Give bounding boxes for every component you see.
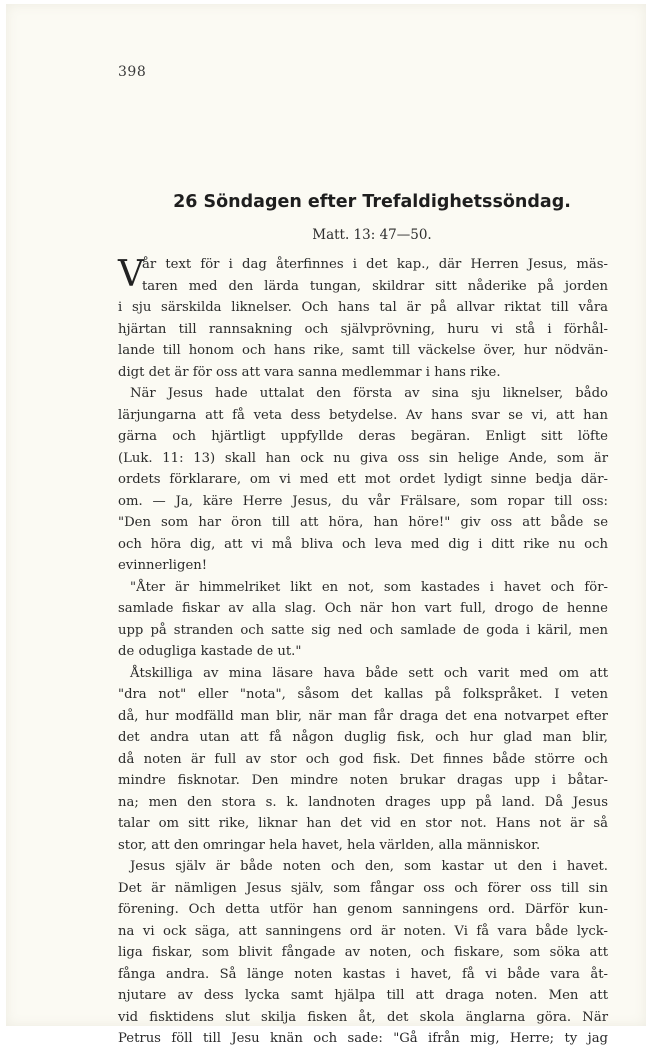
page-number: 398	[118, 64, 147, 80]
text-line: lärjungarna att få veta dess betydelse. Av hans svar se vi, att han	[118, 407, 608, 423]
text-line: ordets förklarare, om vi med ett mot ordet lydigt sinne bedja där-	[118, 472, 608, 487]
text-line: na; men den stora s. k. landnoten drages upp på land. Då Jesus	[118, 794, 608, 810]
body-text	[118, 254, 608, 1050]
text-line: Petrus föll till Jesu knän och sade: "Gå ifrån mig, Herre; ty jag	[118, 1031, 608, 1046]
text-line: fånga andra. Så länge noten kastas i havet, få vi både vara åt-	[118, 966, 608, 982]
text-line: år text för i dag återfinnes i det kap., där Herren Jesus, mäs-	[142, 257, 608, 272]
text-line: hjärtan till rannsakning och självprövning, huru vi stå i förhål-	[118, 321, 608, 337]
book-page	[6, 4, 646, 1046]
text-line: gärna och hjärtligt uppfyllde deras begäran. Enligt sitt löfte	[118, 429, 608, 444]
text-line: Jesus själv är både noten och den, som kastar ut den i havet.	[130, 859, 608, 874]
text-line: då noten är full av stor och god fisk. Det finnes både större och	[118, 751, 608, 767]
text-line: "Den som har öron till att höra, han höre!" giv oss att både se	[118, 515, 608, 530]
text-line: i sju särskilda liknelser. Och hans tal är på allvar riktat till våra	[118, 300, 608, 315]
scripture-reference: Matt. 13: 47—50.	[312, 227, 432, 243]
text-line: liga fiskar, som blivit fångade av noten, och fiskare, som söka att	[118, 945, 608, 960]
text-line: Det är nämligen Jesus själv, som fångar oss och förer oss till sin	[118, 880, 608, 896]
text-line: mindre fisknotar. Den mindre noten brukar dragas upp i båtar-	[118, 773, 608, 788]
text-line: då, hur modfälld man blir, när man får draga det ena notvarpet efter	[118, 708, 608, 724]
text-line: stor, att den omringar hela havet, hela världen, alla människor.	[118, 837, 541, 853]
text-line: om. — Ja, käre Herre Jesus, du vår Frälsare, som ropar till oss:	[118, 493, 608, 509]
text-line: na vi ock säga, att sanningens ord är noten. Vi få vara både lyck-	[118, 923, 608, 939]
text-line: förening. Och detta utför han genom sanningens ord. Därför kun-	[118, 902, 608, 917]
text-line: upp på stranden och satte sig ned och samlade de goda i käril, men	[118, 622, 608, 638]
text-line: (Luk. 11: 13) skall han ock nu giva oss sin helige Ande, som är	[118, 450, 608, 466]
text-line: Åtskilliga av mina läsare hava både sett och varit med om att	[130, 665, 608, 681]
text-line: talar om sitt rike, liknar han det vid en stor not. Hans not är så	[118, 816, 608, 831]
text-line: de odugliga kastade de ut."	[118, 644, 302, 659]
text-line: det andra utan att få någon duglig fisk, och hur glad man blir,	[118, 730, 608, 745]
text-line: lande till honom och hans rike, samt till väckelse över, hur nödvän-	[118, 343, 608, 358]
text-line: och höra dig, att vi må bliva och leva med dig i ditt rike nu och	[118, 536, 608, 552]
text-line: digt det är för oss att vara sanna medlemmar i hans rike.	[118, 364, 501, 380]
chapter-title: 26 Söndagen efter Trefaldighetssöndag.	[173, 192, 571, 212]
drop-cap: V	[118, 254, 144, 295]
text-line: När Jesus hade uttalat den första av sina sju liknelser, bådo	[130, 386, 608, 401]
text-line: evinnerligen!	[118, 558, 208, 573]
text-line: "Åter är himmelriket likt en not, som kastades i havet och för-	[130, 579, 608, 595]
text-line: samlade fiskar av alla slag. Och när hon vart full, drogo de henne	[118, 601, 608, 616]
text-line: vid fisktidens slut skilja fisken åt, det skola änglarna göra. När	[118, 1009, 608, 1025]
text-line: "dra not" eller "nota", såsom det kallas på folkspråket. I veten	[118, 687, 608, 702]
text-line: njutare av dess lycka samt hjälpa till att draga noten. Men att	[118, 988, 608, 1003]
text-line: taren med den lärda tungan, skildrar sitt nåderike på jorden	[142, 278, 608, 294]
